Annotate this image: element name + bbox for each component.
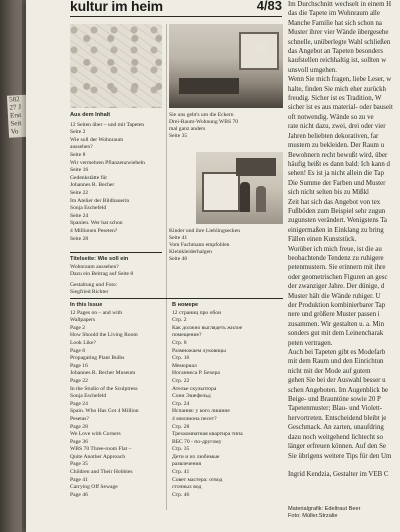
- cover-note-line: Wohnraum aussehen?: [70, 263, 119, 270]
- contents-item: Иоганнеса Р. Бехера: [172, 370, 220, 377]
- scrap-line: Seit: [10, 119, 22, 128]
- contents-english: [70, 302, 139, 499]
- contents-item: Мемориал: [172, 362, 197, 369]
- contents-item: 12 Seiten über – und mit Tapeten: [70, 121, 145, 128]
- article-line: unsvoll umgehen.: [288, 66, 337, 74]
- article-line: Im Durchschnitt wechselt in einem H: [288, 1, 392, 8]
- contents-item: Page 2: [70, 324, 86, 331]
- wallpaper-photo: [70, 24, 162, 108]
- contents-item: Seite 16: [70, 167, 89, 174]
- article-line: nicht mit der Mode auf gutem: [288, 367, 371, 375]
- contents-item: Carrying Off Sewage: [70, 484, 118, 491]
- caption-line: Kinder und ihre Lieblingsecken: [169, 228, 240, 234]
- contents-item: Сони Эшефельд: [172, 393, 211, 400]
- article-line: Sie übrigens weitere Tips für den Um: [288, 452, 392, 460]
- article-line: sehen! Es ist ja nicht allein die Tap: [288, 170, 385, 178]
- contents-item: Spain. Who Has Got 4 Million: [70, 408, 139, 415]
- bed-shape: [202, 172, 240, 212]
- contents-item: Page 16: [70, 362, 88, 369]
- article-line: häufig heißt es dann bald: Ich kann d: [288, 160, 390, 168]
- lamp-shape: [255, 42, 267, 54]
- contents-item: Page 41: [70, 476, 88, 483]
- cover-note: [70, 256, 133, 297]
- contents-item: We Love with Corners: [70, 431, 121, 438]
- contents-item: Spanien. Wer hat schon: [70, 220, 123, 227]
- contents-item: In the Studio of the Sculptress: [70, 385, 138, 392]
- article-line: peten vertragen.: [288, 339, 333, 347]
- article-line: schnelle, unüberlegte Wahl schließen: [288, 38, 391, 46]
- design-credit-line: Siegfried Richter: [70, 289, 109, 296]
- contents-item: Совет мастера: отвод: [172, 476, 223, 483]
- contents-item: Johannes R. Becher: [70, 182, 115, 189]
- contents-item: Seite 24: [70, 212, 89, 219]
- contents-item: Page 36: [70, 438, 88, 445]
- scrap-line: 582: [8, 95, 20, 104]
- caption-line: Kleinkleiderhalgen: [169, 249, 212, 255]
- contents-item: How Should the Living Room: [70, 332, 138, 339]
- children-room-photo: [196, 152, 283, 224]
- caption-line: Drei-Raum-Wohnung WBS 70: [169, 119, 239, 125]
- scrap-line: Erst: [9, 111, 22, 120]
- article-line: einigermaßen in Einklang zu bring: [288, 226, 384, 234]
- contents-item: Трехкомнатная квартира типа: [172, 431, 243, 438]
- article-line: [288, 461, 400, 470]
- divider-line: [70, 298, 283, 299]
- contents-item: Размножаем луковицы: [172, 347, 226, 354]
- article-line: hervortreten. Entscheidend bleibt je: [288, 414, 387, 422]
- contents-item: Johannes R. Becher Museum: [70, 370, 136, 377]
- article-line: Manche Familie hat sich schon na: [288, 19, 382, 27]
- contents-item: Wir vermehren Pflanzenzwiebeln: [70, 159, 145, 166]
- contents-item: Стр. 24: [172, 400, 190, 407]
- child-figure: [240, 182, 250, 212]
- contents-item: Sonja Eschefeld: [70, 393, 107, 400]
- article-line: halte, finden Sie mich eher zurückh: [288, 85, 386, 93]
- article-line: beobachtende Tendenz zu ruhigere: [288, 254, 384, 262]
- credit-line: Foto: Müller.Strzalie: [288, 513, 338, 519]
- contents-item: 4 миллиона песет?: [172, 415, 217, 422]
- article-line: Jahren beliebten dekorativen, far: [288, 132, 379, 140]
- article-line: sicher ist es aus material- oder bauseit: [288, 104, 393, 112]
- article-text-column: [288, 0, 400, 532]
- contents-item: Как должно выглядеть жилое: [172, 324, 243, 331]
- article-line: länger erfreuen können. Auf den Se: [288, 443, 386, 451]
- contents-item: Im Atelier der Bildhauerin: [70, 197, 130, 204]
- caption-line: Sie uns gebt's um die Eckern: [169, 112, 234, 118]
- article-line: Ingrid Kendzia, Gestalter im VEB C: [288, 471, 389, 479]
- article-line: Worüber ich mich freue, ist die au: [288, 245, 382, 253]
- contents-item: Page 22: [70, 377, 88, 384]
- article-line: Fällen einen Kunststück.: [288, 236, 357, 244]
- issue-number: 4/83: [256, 0, 282, 13]
- article-line: das Angebot an Tapeten besonders: [288, 48, 384, 56]
- contents-item: Children and Their Hobbies: [70, 469, 133, 476]
- contents-heading: Aus dem Inhalt: [70, 112, 111, 118]
- article-line: Die Summe der Farben und Muster: [288, 179, 386, 187]
- contents-item: Стр. 16: [172, 355, 190, 362]
- article-line: sich nicht selten bis zu Mißkl: [288, 189, 369, 197]
- contents-item: Seite 28: [70, 235, 89, 242]
- column-divider: [166, 24, 167, 510]
- contents-item: Seite 2: [70, 129, 86, 136]
- article-line: der Produktion kombinierbarer Tap: [288, 302, 386, 309]
- contents-item: Стр. 28: [172, 423, 190, 430]
- contents-item: aussehen?: [70, 144, 93, 151]
- contents-item: Стр. 41: [172, 469, 190, 476]
- article-line: Bewohnern recht bewußt wird, über: [288, 151, 388, 159]
- contents-item: сточных вод: [172, 484, 202, 491]
- contents-item: Стр. 8: [172, 339, 187, 346]
- article-line: das die Tapete im Wohnraum alle: [288, 10, 380, 18]
- contents-item: 12 страниц про обои: [172, 309, 222, 316]
- contents-item: Page 28: [70, 423, 88, 430]
- contents-german: [70, 112, 145, 243]
- cover-note-line: Dazu ein Beitrag auf Seite 8: [70, 271, 134, 278]
- contents-item: Propagating Plant Bulbs: [70, 355, 125, 362]
- contents-item: Sonja Eschefeld: [70, 205, 107, 212]
- article-line: zugunsten verändert. Wenigstens Ta: [288, 217, 387, 225]
- contents-item: Pesetas?: [70, 415, 89, 422]
- sofa-shape: [179, 78, 239, 94]
- article-line: petenmustern. Sie erinnern mit ihre: [288, 264, 386, 272]
- article-line: Fußböden zum Beispiel sehr zugun: [288, 207, 386, 215]
- design-credit-line: Gestaltung und Foto:: [70, 281, 118, 288]
- contents-item: Page 24: [70, 400, 88, 407]
- article-line: zusammen. Wir gestalten u. a. Min: [288, 320, 385, 328]
- caption-line: Vom Fachmann empfohlen: [169, 242, 230, 248]
- contents-item: Стр. 46: [172, 491, 190, 498]
- contents-item: Page 8: [70, 347, 86, 354]
- article-line: Zeit hat sich das Angebot von tex: [288, 198, 381, 206]
- child-figure: [256, 186, 266, 212]
- article-line: Muster ihrer vier Wände übergesehe: [288, 29, 389, 37]
- contents-item: WBS 70 Three-room Flat –: [70, 446, 132, 453]
- article-line: oder geometrischen Figuren an gesc: [288, 273, 388, 281]
- contents-item: Wallpapers: [70, 317, 96, 324]
- contents-item: 4 Millionen Peseten?: [70, 227, 118, 234]
- contents-item: Gedenkstätte für: [70, 174, 108, 181]
- credit-line: Materialgrafik: Edeltraut Beer: [288, 506, 361, 512]
- caption-line: Seite 46: [169, 256, 188, 262]
- caption-line: Seite 35: [169, 133, 188, 139]
- contents-russian: [172, 302, 243, 499]
- divider-line: [70, 252, 162, 253]
- living-room-photo: [169, 24, 283, 108]
- contents-item: Look Like?: [70, 339, 96, 346]
- article-line: mustern zu bekleiden. Der Raum u: [288, 142, 385, 150]
- contents-item: Seite 22: [70, 189, 89, 196]
- article-line: Auch bei Tapeten gibt es Modefarb: [288, 349, 386, 357]
- masthead: [70, 0, 282, 17]
- contents-heading: In this Issue: [70, 302, 103, 308]
- cover-note-line: Titelseite: Wie soll ein: [70, 256, 129, 262]
- article-line: dazu noch weitgehend lichtecht so: [288, 433, 383, 441]
- article-line: Beige- und Brauntöne sowie 20 P: [288, 396, 381, 404]
- contents-item: развлечения: [172, 461, 202, 468]
- caption-line: Seite 41: [169, 235, 188, 241]
- scrap-line: Vo: [10, 127, 19, 136]
- contents-item: Page 35: [70, 461, 88, 468]
- article-line: Geschmack. An zarten, unaufdring: [288, 424, 384, 432]
- desk-background: [0, 0, 22, 532]
- scrap-line: 27 J: [9, 103, 22, 112]
- article-line: der zwanziger Jahre. Der dünige, d: [288, 283, 385, 291]
- contents-item: Стр. 35: [172, 446, 190, 453]
- contents-item: Seite 8: [70, 151, 86, 158]
- article-line: freudig. Sicher ist es Tradition, W: [288, 95, 382, 103]
- article-line: oft notwendig. Wände so zu ve: [288, 113, 374, 121]
- article-line: kaufstellen reichhaltig ist, sollten w: [288, 57, 387, 65]
- contents-item: Ателье скульптора: [172, 385, 217, 392]
- shelf-shape: [236, 158, 276, 176]
- contents-item: Стр. 22: [172, 377, 190, 384]
- contents-item: Wie soll der Wohnraum: [70, 136, 124, 143]
- article-line: nere und größere Muster passen i: [288, 311, 380, 319]
- contents-item: Дети и их любимые: [172, 453, 220, 460]
- photo-credits: [288, 506, 360, 520]
- contents-heading: В номере: [172, 302, 199, 308]
- contents-item: 12 Pages on – and with: [70, 309, 123, 316]
- kids-caption: [169, 228, 240, 263]
- magazine-title: kultur im heim: [70, 0, 163, 14]
- contents-item: ВБС 70 - по-другому: [172, 438, 222, 445]
- article-line: Tapetenmuster; Blau- und Violett-: [288, 405, 383, 413]
- contents-item: Page 46: [70, 491, 88, 498]
- article-line: Wenn Sie mich fragen, liebe Leser, w: [288, 76, 392, 84]
- article-line: Muster hält die Wände ruhiger. U: [288, 292, 381, 300]
- article-line: gehen Sie bei der Auswahl besser u: [288, 377, 386, 385]
- contents-item: Испания: у кого лишние: [172, 408, 230, 415]
- article-line: schen Angeboten. Im Augenblick be: [288, 386, 389, 394]
- room-caption: [169, 112, 238, 140]
- caption-line: mal ganz anders: [169, 126, 206, 132]
- contents-item: Стр. 2: [172, 317, 187, 324]
- magazine-page: [26, 0, 400, 532]
- article-line: sonders gut mit dem Leinencharak: [288, 330, 384, 338]
- article-line: rate nicht dazu, zwei, drei oder vier: [288, 123, 386, 131]
- contents-item: помещение?: [172, 332, 202, 339]
- article-line: mit dem Raum und den Einrichtun: [288, 358, 384, 366]
- contents-item: Quite Another Approach: [70, 453, 125, 460]
